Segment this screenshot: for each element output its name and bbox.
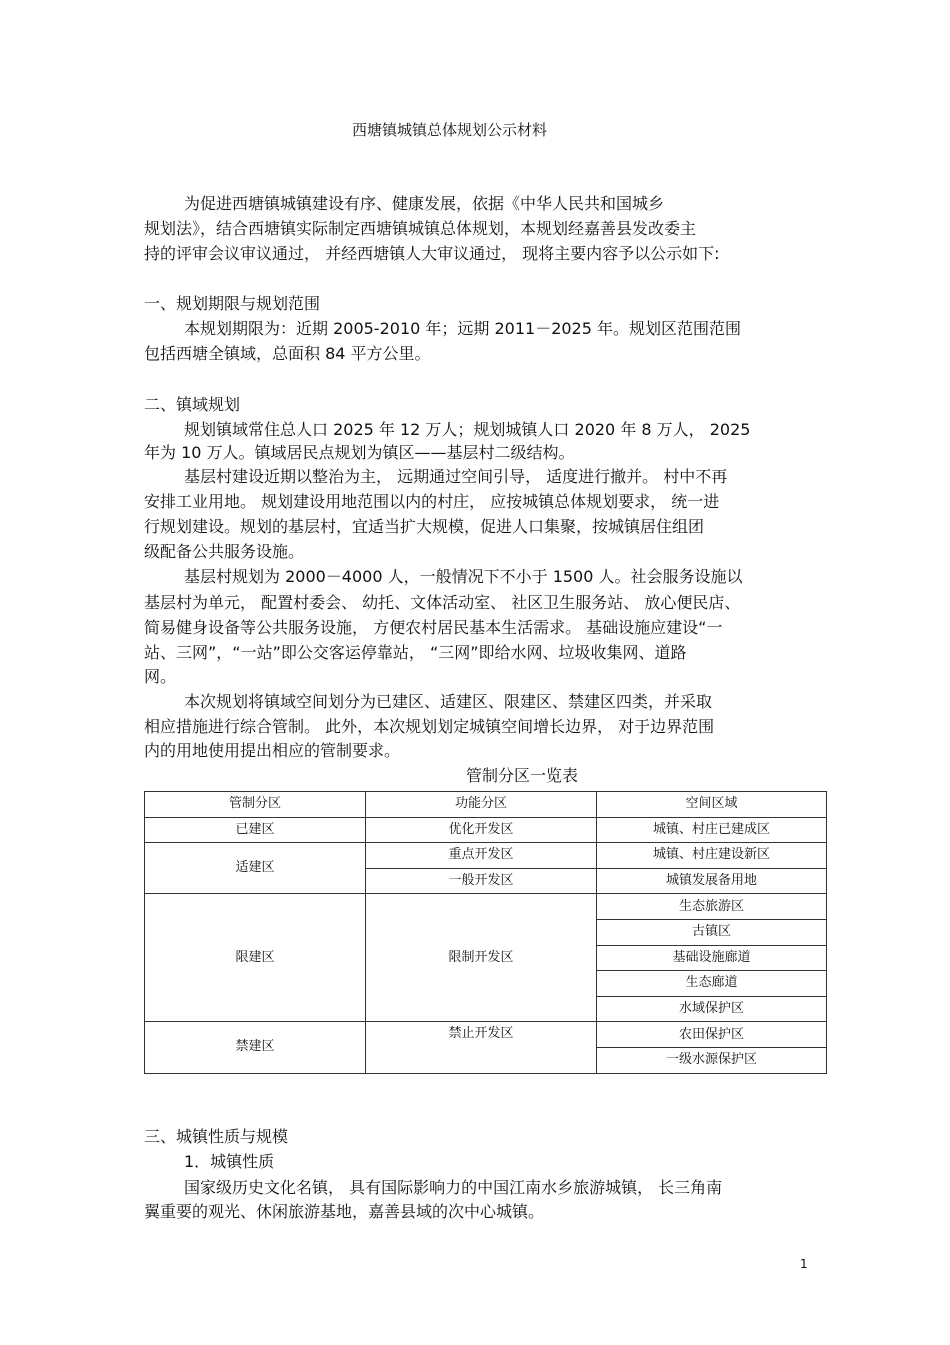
area-cell: 古镇区 [597,919,827,945]
section-2-heading: 二、镇域规划 [144,395,241,414]
table-row [145,843,827,869]
area-cell: 农田保护区 [597,1022,827,1048]
table-header-row [145,792,827,818]
function-cell: 禁止开发区 [366,1022,597,1073]
section-2-line-1: 规划镇域常住总人口 2025 年 12 万人；规划城镇人口 2020 年 8 万人， 2025 [184,420,751,439]
section-3-line-2: 翼重要的观光、休闲旅游基地，嘉善县域的次中心城镇。 [144,1202,545,1221]
section-2-line-6: 级配备公共服务设施。 [144,542,305,561]
area-cell: 城镇发展备用地 [597,868,827,894]
section-3-line-1: 国家级历史文化名镇， 具有国际影响力的中国江南水乡旅游城镇， 长三角南 [184,1178,723,1197]
section-2-line-2: 年为 10 万人。镇域居民点规划为镇区——基层村二级结构。 [144,443,575,462]
function-cell: 限制开发区 [366,894,597,1022]
function-cell: 一般开发区 [366,868,597,894]
intro-line-3: 持的评审会议审议通过， 并经西塘镇人大审议通过， 现将主要内容予以公示如下: [144,244,720,263]
section-2-line-13: 相应措施进行综合管制。 此外，本次规划划定城镇空间增长边界， 对于边界范围 [144,717,715,736]
section-1-heading: 一、规划期限与规划范围 [144,294,321,313]
zone-cell: 限建区 [145,894,366,1022]
table-row [145,1022,827,1048]
function-cell: 重点开发区 [366,843,597,869]
zone-cell: 禁建区 [145,1022,366,1073]
area-cell: 生态旅游区 [597,894,827,920]
section-2-line-8: 基层村为单元， 配置村委会、 幼托、文体活动室、 社区卫生服务站、 放心便民店、 [144,593,741,612]
area-cell: 生态廊道 [597,971,827,997]
table-row [145,894,827,920]
zone-cell: 适建区 [145,843,366,894]
intro-line-2: 规划法》，结合西塘镇实际制定西塘镇城镇总体规划，本规划经嘉善县发改委主 [144,219,697,238]
section-3-subheading: 1．城镇性质 [184,1152,275,1171]
document-title: 西塘镇城镇总体规划公示材料 [352,121,548,139]
section-2-line-11: 网。 [144,667,177,686]
header-cell: 管制分区 [145,792,366,818]
header-cell: 功能分区 [366,792,597,818]
section-2-line-3: 基层村建设近期以整治为主， 远期通过空间引导， 适度进行撤并。 村中不再 [184,467,728,486]
table-row [145,817,827,843]
page-number: 1 [800,1257,808,1271]
area-cell: 水域保护区 [597,996,827,1022]
table-caption: 管制分区一览表 [466,766,579,785]
section-2-line-5: 行规划建设。规划的基层村，宜适当扩大规模，促进人口集聚，按城镇居住组团 [144,517,705,536]
area-cell: 一级水源保护区 [597,1047,827,1073]
section-3-heading: 三、城镇性质与规模 [144,1127,289,1146]
section-2-line-14: 内的用地使用提出相应的管制要求。 [144,741,401,760]
section-2-line-9: 简易健身设备等公共服务设施， 方便农村居民基本生活需求。 基础设施应建设“一 [144,618,723,637]
header-cell: 空间区域 [597,792,827,818]
area-cell: 城镇、村庄建设新区 [597,843,827,869]
function-cell: 优化开发区 [366,817,597,843]
section-1-line-2: 包括西塘全镇域，总面积 84 平方公里。 [144,344,431,363]
area-cell: 基础设施廊道 [597,945,827,971]
intro-line-1: 为促进西塘镇城镇建设有序、健康发展，依据《中华人民共和国城乡 [184,194,665,213]
zone-cell: 已建区 [145,817,366,843]
section-2-line-10: 站、三网”，“一站”即公交客运停靠站， “三网”即给水网、垃圾收集网、道路 [144,643,687,662]
zoning-table [144,791,827,1074]
section-2-line-12: 本次规划将镇域空间划分为已建区、适建区、限建区、禁建区四类，并采取 [184,692,713,711]
section-2-line-4: 安排工业用地。 规划建设用地范围以内的村庄， 应按城镇总体规划要求， 统一进 [144,492,720,511]
section-1-line-1: 本规划期限为：近期 2005-2010 年；远期 2011－2025 年。规划区范围范围 [184,319,741,338]
section-2-line-7: 基层村规划为 2000－4000 人，一般情况下不小于 1500 人。社会服务设施以 [184,567,743,586]
area-cell: 城镇、村庄已建成区 [597,817,827,843]
